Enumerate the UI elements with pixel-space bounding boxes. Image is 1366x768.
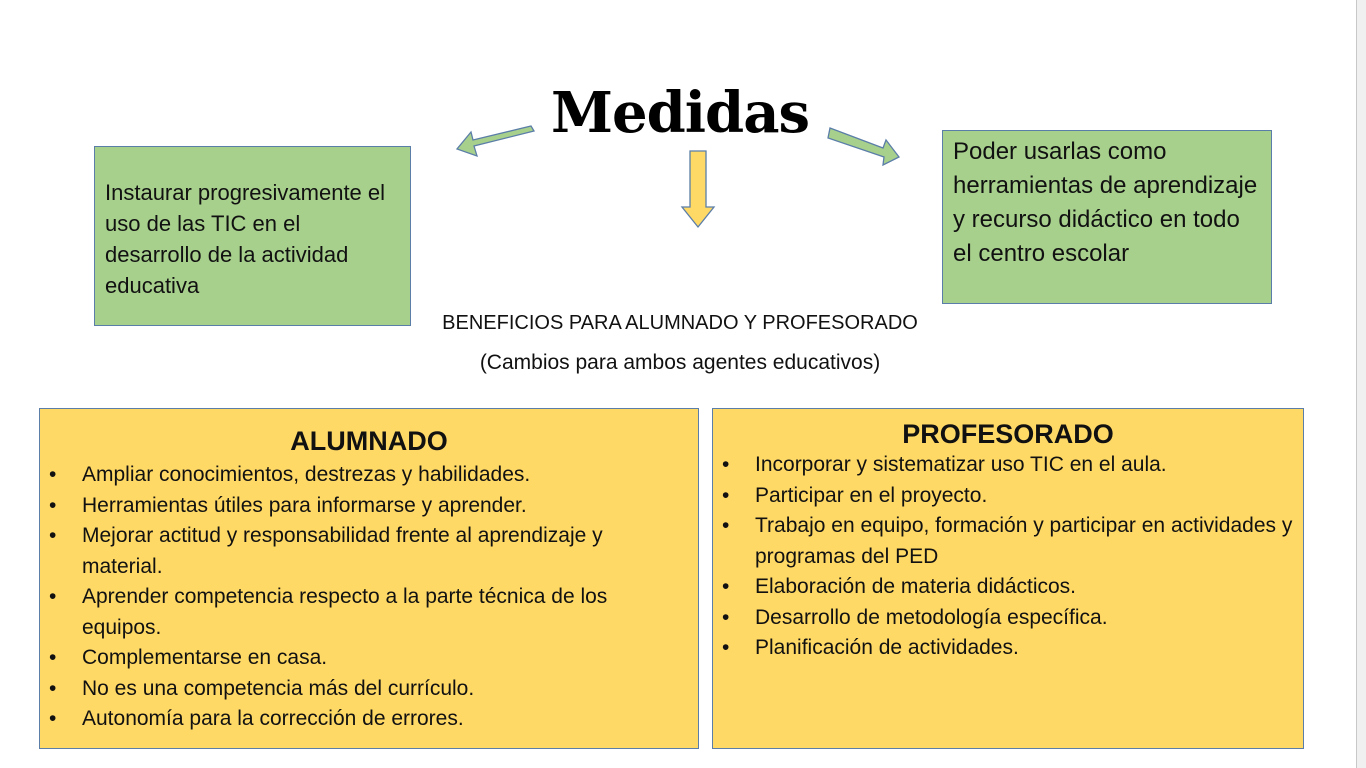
profesorado-title: PROFESORADO	[902, 419, 1114, 449]
profesorado-box	[712, 408, 1304, 749]
window-edge	[1356, 0, 1366, 768]
bullet-dot: •	[49, 676, 57, 700]
list-item	[40, 674, 684, 705]
arrow-left-up-icon	[457, 126, 534, 156]
list-item	[40, 460, 684, 491]
benefits-subtitle: (Cambios para ambos agentes educativos)	[479, 351, 881, 374]
list-item-text: Herramientas útiles para informarse y aprender.	[82, 493, 527, 517]
alumnado-list	[40, 460, 698, 735]
profesorado-list	[713, 450, 1303, 664]
bullet-dot: •	[722, 575, 730, 598]
list-item	[40, 491, 684, 522]
list-item-text: Complementarse en casa.	[82, 646, 328, 669]
list-item	[40, 704, 684, 735]
measure-text-left: Instaurar progresivamente el uso de las TIC en el desarrollo de la actividad educativa	[105, 180, 386, 298]
arrow-right-down-icon	[828, 128, 899, 165]
bullet-dot: •	[49, 493, 57, 517]
list-item	[713, 481, 1293, 512]
list-item	[40, 582, 684, 643]
benefits-heading: BENEFICIOS PARA ALUMNADO Y PROFESORADO	[442, 312, 918, 334]
bullet-dot: •	[722, 636, 730, 659]
list-item	[713, 511, 1293, 572]
list-item-text: Trabajo en equipo, formación y participar en actividades y programas del PED	[755, 514, 1293, 568]
list-item	[713, 603, 1293, 634]
bullet-dot: •	[722, 453, 730, 476]
list-item	[40, 643, 684, 674]
measure-box-left	[94, 146, 411, 326]
list-item	[713, 633, 1293, 664]
measure-text-right: Poder usarlas como herramientas de aprendizaje y recurso didáctico en todo el centro escolar	[953, 138, 1258, 267]
list-item-text: Incorporar y sistematizar uso TIC en el aula.	[755, 453, 1167, 476]
list-item-text: Participar en el proyecto.	[755, 483, 988, 507]
list-item-text: Planificación de actividades.	[755, 636, 1019, 659]
arrow-down-icon	[682, 151, 714, 227]
list-item-text: Desarrollo de metodología específica.	[755, 605, 1108, 629]
bullet-dot: •	[722, 483, 730, 507]
list-item	[713, 572, 1293, 603]
list-item-text: Mejorar actitud y responsabilidad frente al aprendizaje y material.	[82, 524, 603, 578]
list-item	[713, 450, 1293, 481]
bullet-dot: •	[722, 514, 730, 537]
list-item-text: Ampliar conocimientos, destrezas y habilidades.	[82, 463, 531, 486]
list-item-text: Elaboración de materia didácticos.	[755, 575, 1077, 598]
bullet-dot: •	[49, 463, 57, 486]
alumnado-title: ALUMNADO	[290, 426, 448, 456]
bullet-dot: •	[49, 707, 57, 730]
measure-box-right	[942, 130, 1272, 304]
list-item-text: Aprender competencia respecto a la parte técnica de los equipos.	[82, 585, 608, 639]
bullet-dot: •	[49, 646, 57, 669]
alumnado-box	[39, 408, 699, 749]
list-item-text: No es una competencia más del currículo.	[82, 676, 475, 700]
list-item-text: Autonomía para la corrección de errores.	[82, 707, 464, 730]
bullet-dot: •	[49, 585, 57, 608]
bullet-dot: •	[722, 605, 730, 629]
bullet-dot: •	[49, 524, 57, 547]
list-item	[40, 521, 684, 582]
diagram-title: Medidas	[551, 80, 810, 146]
